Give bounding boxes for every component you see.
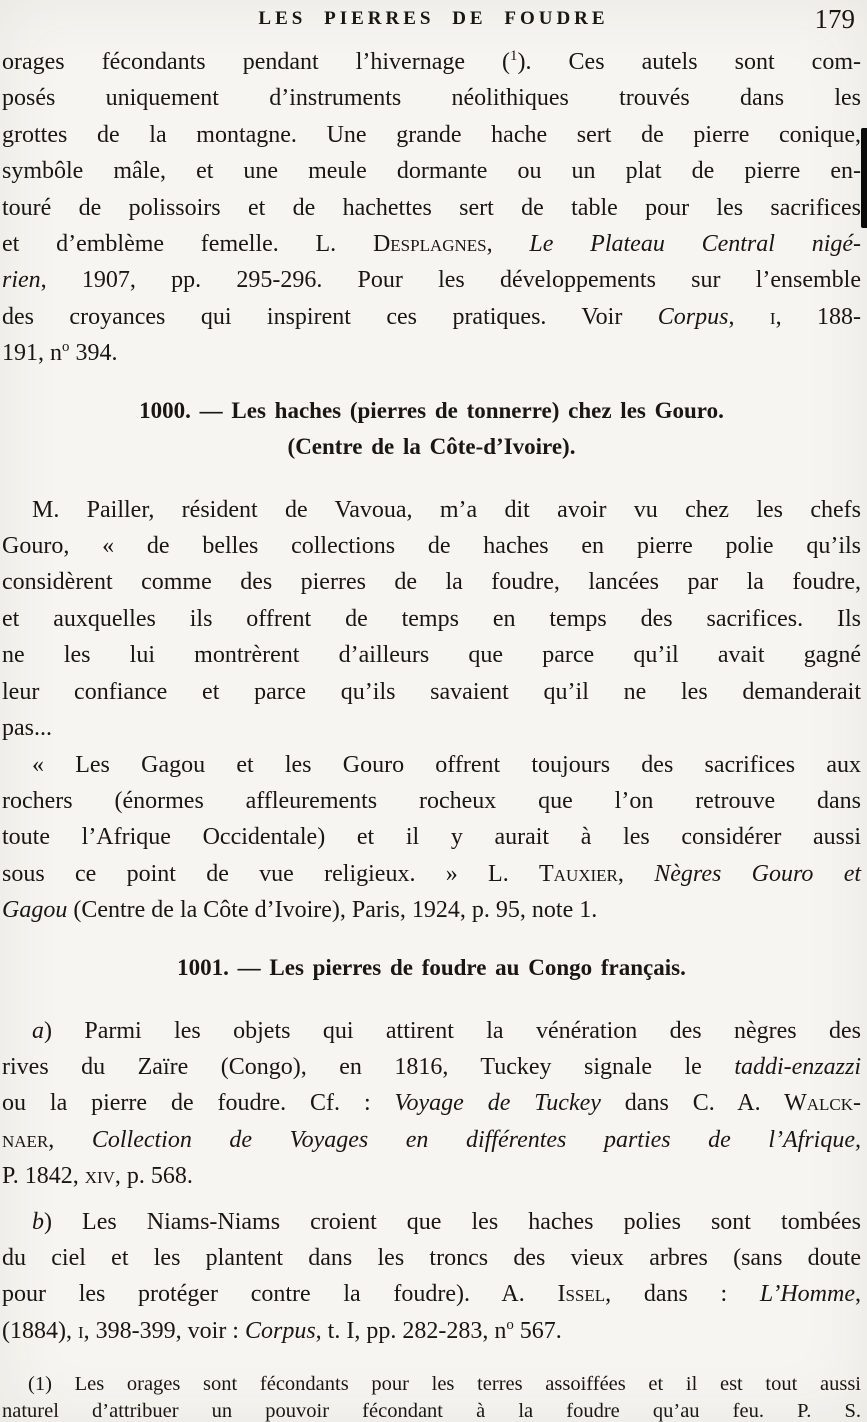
text-segment: , xyxy=(486,231,530,258)
text-line xyxy=(2,1398,861,1422)
page-content xyxy=(2,44,861,1422)
text-segment: et d’emblème femelle. L. xyxy=(2,231,373,258)
text-segment: o xyxy=(62,339,70,356)
text-segment: alck- xyxy=(806,1090,862,1117)
text-segment: naturel d’attribuer un pouvoir fécondant à la foudre qu’au feu. P. S. xyxy=(2,1400,861,1422)
text-line xyxy=(2,819,861,855)
text-line xyxy=(2,492,861,528)
page-number: 179 xyxy=(814,4,855,34)
paragraph xyxy=(2,1204,861,1350)
text-segment: 1001. — Les pierres de foudre au Congo français. xyxy=(177,954,686,980)
text-segment: rives du Zaïre (Congo), en 1816, Tuckey signale le xyxy=(2,1053,735,1080)
text-line xyxy=(2,1122,861,1158)
text-segment: a xyxy=(32,1017,44,1044)
text-line xyxy=(42,950,821,986)
paragraph xyxy=(2,492,861,747)
text-segment: Corpus xyxy=(244,1317,316,1344)
text-segment: pas... xyxy=(2,715,52,742)
text-segment: P. 1842, xyxy=(2,1163,85,1190)
text-segment: , xyxy=(617,860,655,887)
text-segment: ). Ces autels sont com- xyxy=(517,49,861,75)
text-segment: , 1907, pp. 295-296. Pour les développements sur l’ensemble xyxy=(40,267,861,294)
text-segment: b xyxy=(32,1208,44,1235)
paragraph xyxy=(2,44,861,372)
text-segment: touré de polissoirs et de hachettes sert de table pour les sacrifices xyxy=(2,194,861,221)
text-line xyxy=(2,80,861,116)
text-segment: taddi-enzazzi xyxy=(734,1053,861,1080)
text-segment: xiv xyxy=(84,1163,115,1190)
text-segment: sous ce point de vue religieux. » L. xyxy=(2,860,540,887)
text-segment: ne les lui montrèrent d’ailleurs que parce qu’il avait gagné xyxy=(2,642,861,669)
text-segment: dans C. A. W xyxy=(600,1090,807,1117)
text-segment: naer xyxy=(2,1126,49,1153)
text-line xyxy=(2,1085,861,1121)
text-segment: des croyances qui inspirent ces pratiques. Voir xyxy=(2,303,658,330)
text-line xyxy=(2,747,861,783)
scan-artifact-bar xyxy=(861,128,867,228)
text-line xyxy=(2,1313,861,1349)
text-segment: o xyxy=(506,1316,514,1333)
text-segment: pour les protéger contre la foudre). A. xyxy=(2,1281,558,1308)
text-segment: Tauxier xyxy=(539,860,618,887)
text-line xyxy=(42,429,821,465)
text-line xyxy=(2,226,861,262)
text-segment: , xyxy=(728,303,770,330)
text-line xyxy=(2,674,861,710)
text-segment: , t. I, pp. 282-283, n xyxy=(315,1317,507,1344)
text-line xyxy=(2,637,861,673)
text-segment: rien xyxy=(2,267,41,294)
text-line xyxy=(2,190,861,226)
text-segment: (Centre de la Côte d’Ivoire), Paris, 1924, p. 95, note 1. xyxy=(67,897,598,924)
text-line xyxy=(2,299,861,335)
text-segment: L’Homme xyxy=(759,1281,855,1308)
text-line xyxy=(2,1240,861,1276)
text-segment: considèrent comme des pierres de la foudre, lancées par la foudre, xyxy=(2,569,861,596)
text-segment: , p. 568. xyxy=(114,1163,193,1190)
text-segment: du ciel et les plantent dans les troncs des vieux arbres (sans doute xyxy=(2,1244,861,1271)
text-segment: Corpus xyxy=(657,303,729,330)
text-segment: ) Les Niams-Niams croient que les haches polies sont tombées xyxy=(44,1208,861,1235)
section-heading xyxy=(42,950,821,986)
text-segment: i xyxy=(769,303,776,330)
text-segment: 191, n xyxy=(2,340,62,367)
text-line xyxy=(2,710,861,746)
text-segment: Desplagnes xyxy=(372,231,487,258)
text-segment: Le Plateau Central nigé- xyxy=(529,231,861,258)
text-segment: Nègres Gouro et xyxy=(654,860,862,887)
text-segment: Gagou xyxy=(2,897,68,924)
text-segment: toute l’Afrique Occidentale) et il y aurait à les considérer aussi xyxy=(2,824,861,851)
text-line xyxy=(2,1013,861,1049)
text-segment: M. Pailler, résident de Vavoua, m’a dit avoir vu chez les chefs xyxy=(32,496,861,523)
text-segment: , 398-399, voir : xyxy=(83,1317,245,1344)
text-line xyxy=(2,44,861,80)
paragraph xyxy=(2,1013,861,1195)
text-segment: 1000. — Les haches (pierres de tonnerre) chez les Gouro. xyxy=(139,397,724,423)
text-line xyxy=(2,153,861,189)
text-segment: (1) Les orages sont fécondants pour les terres assoiffées et il est tout aussi xyxy=(28,1373,861,1396)
text-segment: 1 xyxy=(510,48,518,64)
text-line xyxy=(2,856,861,892)
running-header xyxy=(0,4,867,36)
text-segment: « Les Gagou et les Gouro offrent toujours des sacrifices aux xyxy=(32,751,861,778)
text-segment: ) Parmi les objets qui attirent la vénération des nègres des xyxy=(44,1017,861,1044)
text-segment: Gouro, « de belles collections de haches en pierre polie qu’ils xyxy=(2,533,861,560)
text-segment: ou la pierre de foudre. Cf. : xyxy=(2,1090,395,1117)
text-line xyxy=(2,783,861,819)
text-segment: (1884), xyxy=(2,1317,78,1344)
text-line xyxy=(2,1371,861,1398)
text-segment: symbôle mâle, et une meule dormante ou un plat de pierre en- xyxy=(2,158,861,185)
text-segment: 394. xyxy=(69,340,118,367)
running-header-title: LES PIERRES DE FOUDRE xyxy=(258,8,609,29)
footnote xyxy=(2,1371,861,1422)
paragraph xyxy=(2,747,861,929)
text-segment: et auxquelles ils offrent de temps en temps des sacrifices. Ils xyxy=(2,605,861,632)
text-segment: posés uniquement d’instruments néolithiques trouvés dans les xyxy=(2,85,861,112)
text-segment: , dans : xyxy=(605,1281,760,1308)
text-line xyxy=(2,528,861,564)
text-line xyxy=(2,262,861,298)
text-line xyxy=(2,1049,861,1085)
text-segment: 567. xyxy=(513,1317,562,1344)
text-segment: Collection de Voyages en différentes parties de l’Afrique, xyxy=(91,1126,862,1153)
text-line xyxy=(2,335,861,371)
text-line xyxy=(2,1276,861,1312)
text-segment: , xyxy=(48,1126,92,1153)
section-heading xyxy=(42,393,821,465)
text-segment: , xyxy=(855,1281,861,1308)
text-segment: grottes de la montagne. Une grande hache sert de pierre conique, xyxy=(2,121,861,148)
text-segment: Voyage de Tuckey xyxy=(394,1090,601,1117)
text-segment: rochers (énormes affleurements rocheux que l’on retrouve dans xyxy=(2,787,861,814)
text-line xyxy=(2,1204,861,1240)
text-segment: leur confiance et parce qu’ils savaient qu’il ne les demanderait xyxy=(2,678,861,705)
text-segment: (Centre de la Côte-d’Ivoire). xyxy=(287,433,576,459)
text-segment: Issel xyxy=(557,1281,606,1308)
text-line xyxy=(2,117,861,153)
text-segment: i xyxy=(77,1317,84,1344)
text-line xyxy=(2,601,861,637)
text-segment: orages fécondants pendant l’hivernage ( xyxy=(2,49,511,75)
text-segment: , 188- xyxy=(775,303,862,330)
text-line xyxy=(2,1158,861,1194)
text-line xyxy=(42,393,821,429)
text-line xyxy=(2,564,861,600)
text-line xyxy=(2,892,861,928)
